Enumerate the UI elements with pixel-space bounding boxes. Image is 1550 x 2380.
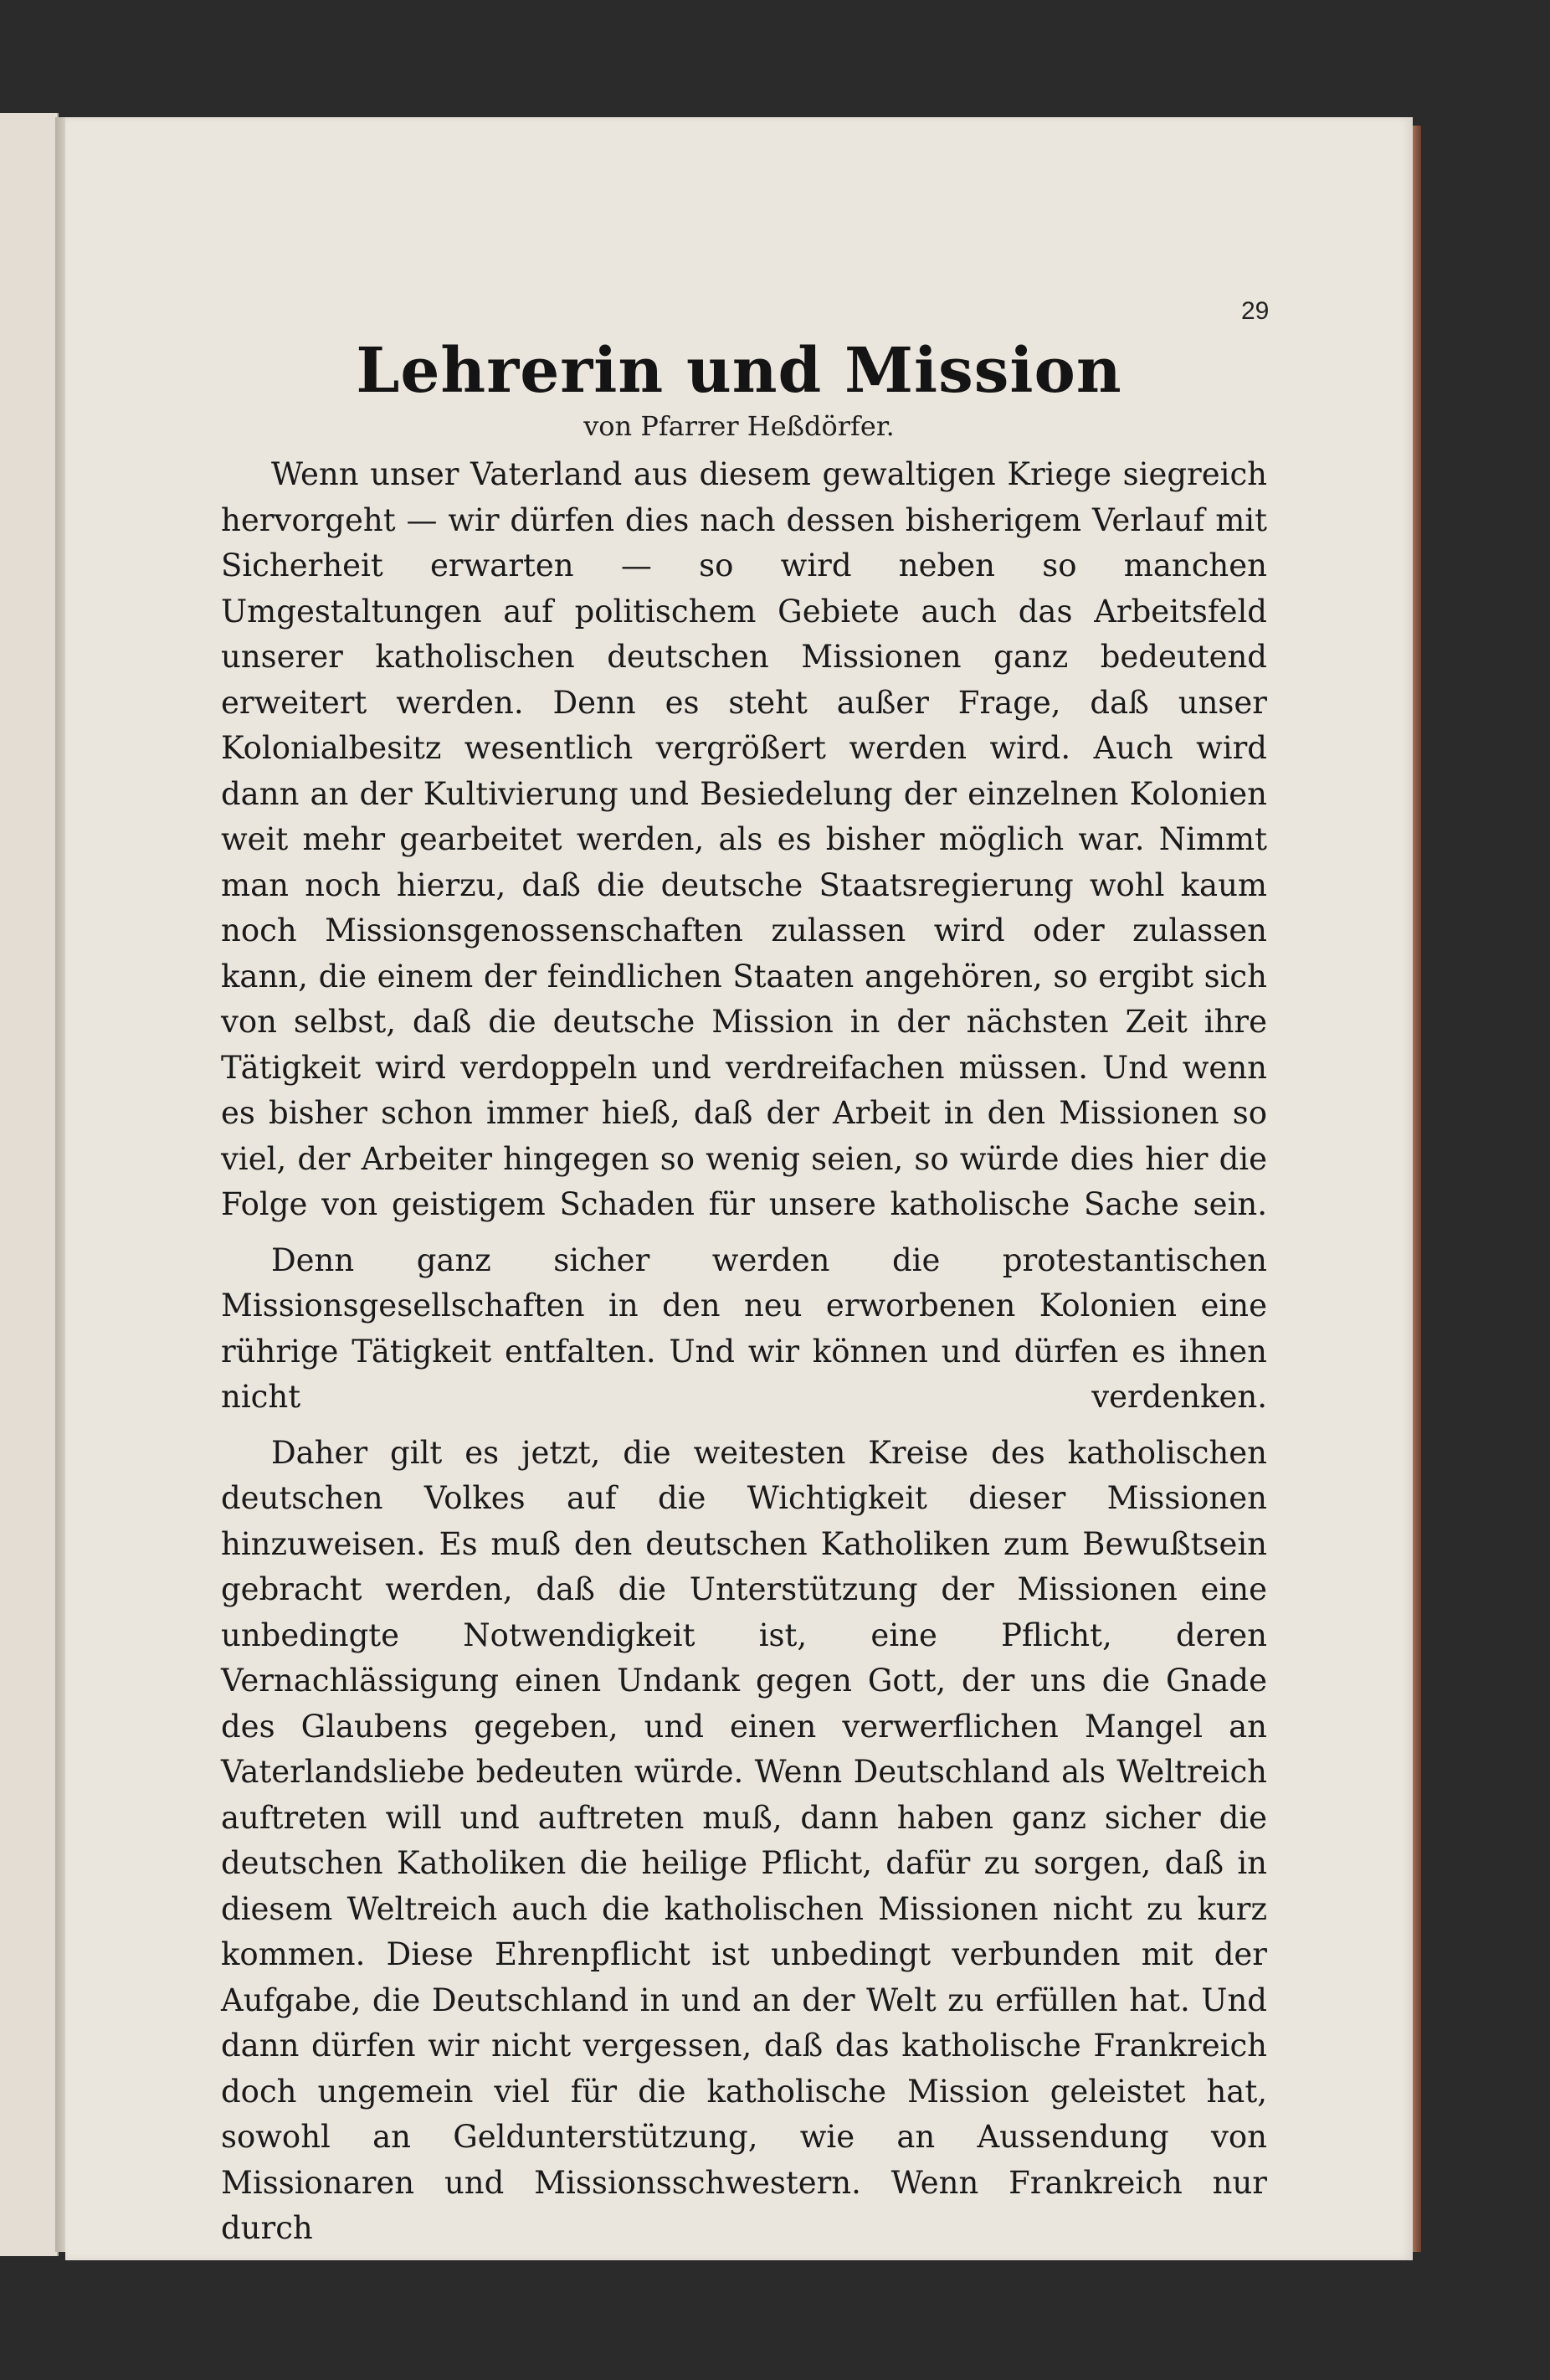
paragraph-2: Denn ganz sicher werden die protestantischen Missionsgesellschaften in den neu erworbenen Kolonien eine rührige Tätigkeit entfalten. Und wir können und dürfen es ihnen nicht verdenken. [221, 1241, 1267, 1415]
paragraph-1: Wenn unser Vaterland aus diesem gewaltigen Kriege siegreich hervorgeht — wir dürfen dies nach dessen bisherigem Verlauf mit Sicherheit erwarten — so wird neben so manchen Umgestaltungen auf politischem Gebiete auch das Arbeitsfeld unserer katholischen deutschen Missionen ganz bedeutend erweitert werden. Denn es steht außer Frage, daß unser Kolonialbesitz wesentlich vergrößert werden wird. Auch wird dann an der Kultivierung und Besiedelung der einzelnen Kolonien weit mehr gearbeitet werden, als es bisher möglich war. Nimmt man noch hierzu, daß die deutsche Staatsregierung wohl kaum noch Missionsgenossenschaften zulassen wird oder zulassen kann, die einem der feindlichen Staaten angehören, so ergibt sich von selbst, daß die deutsche Mission in der nächsten Zeit ihre Tätigkeit wird verdoppeln und verdreifachen müssen. Und wenn es bisher schon immer hieß, daß der Arbeit in den Missionen so viel, der Arbeiter hingegen so wenig seien, so würde dies hier die Folge von geistigem Schaden für unsere katholische Sache sein. [221, 456, 1267, 1222]
left-page-edge [0, 113, 59, 2256]
page-title: Lehrerin und Mission [356, 335, 1122, 407]
article-body [221, 452, 1267, 2252]
paragraph-3: Daher gilt es jetzt, die weitesten Kreise des katholischen deutschen Volkes auf die Wichtigkeit dieser Missionen hinzuweisen. Es muß den deutschen Katholiken zum Bewußtsein gebracht werden, daß die Unterstützung der Missionen eine unbedingte Notwendigkeit ist, eine Pflicht, deren Vernachlässigung einen Undank gegen Gott, der uns die Gnade des Glaubens gegeben, und einen verwerflichen Mangel an Vaterlandsliebe bedeuten würde. Wenn Deutschland als Weltreich auftreten will und auftreten muß, dann haben ganz sicher die deutschen Katholiken die heilige Pflicht, dafür zu sorgen, daß in diesem Weltreich auch die katholischen Missionen nicht zu kurz kommen. Diese Ehrenpflicht ist unbedingt verbunden mit der Aufgabe, die Deutschland in und an der Welt zu erfüllen hat. Und dann dürfen wir nicht vergessen, daß das katholische Frankreich doch ungemein viel für die katholische Mission geleistet hat, sowohl an Geldunterstützung, wie an Aussendung von Missionaren und Missionsschwestern. Wenn Frankreich nur durch [221, 1434, 1267, 2246]
page-edge [1413, 126, 1421, 2252]
byline: von Pfarrer Heßdörfer. [583, 410, 895, 442]
page-number: 29 [1241, 297, 1270, 325]
book-page [65, 117, 1413, 2260]
